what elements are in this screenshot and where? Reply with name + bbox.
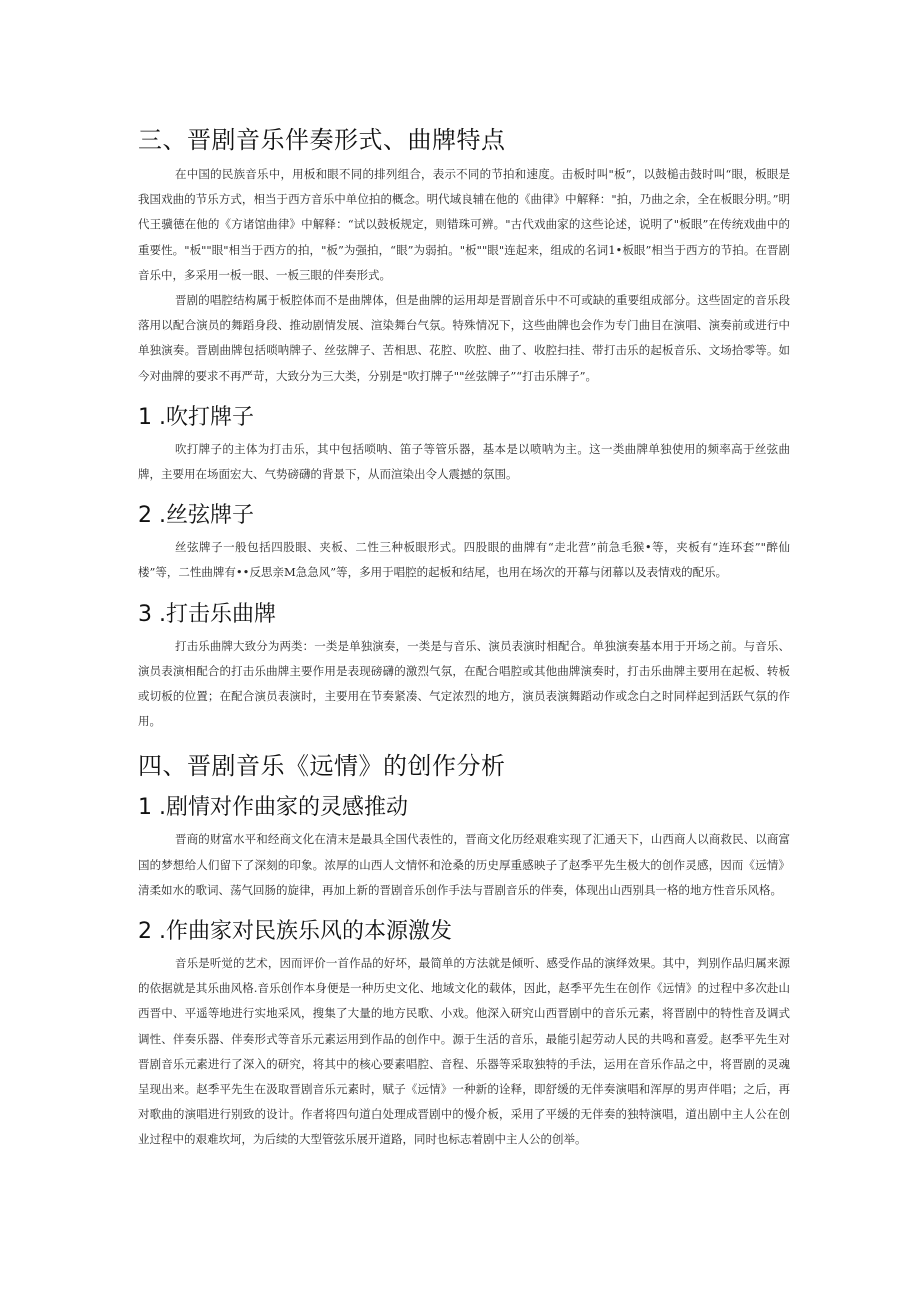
- subsection-4-2-heading: 2 .作曲家对民族乐风的本源激发: [138, 919, 452, 945]
- subsection-3-1-paragraph: 吹打牌子的主体为打击乐，其中包括唢呐、笛子等管乐器，基本是以喷呐为主。这一类曲牌单独使用的频率高于丝弦曲牌，主要用在场面宏大、气势磅礴的背景下，从而渲染出令人震撼的氛围。: [138, 441, 790, 482]
- section-3-paragraph-1: 在中国的民族音乐中，用板和眼不同的排列组合，表示不同的节拍和速度。击板时叫"板”，以鼓槌击鼓时叫“眼，板眼是我国戏曲的节乐方式，相当于西方音乐中单位拍的概念。明代域良辅在他的《曲律》中解释："拍，乃曲之余，全在板眼分明。”明代王骥德在他的《方诸馆曲律》中解释：“试以鼓板规定，则错珠可辨。"古代戏曲家的这些论述，说明了"板眼”在传统戏曲中的重要性。"板""眼"相当于西方的拍，"板”为强拍，“眼”为弱拍。"板""眼"连起来，组成的名词1•板眼”相当于西方的节拍。在晋剧音乐中，多采用一板一眼、一板三眼的伴奏形式。: [138, 167, 790, 282]
- subsection-3-3-heading: 3 .打击乐曲牌: [138, 601, 276, 627]
- page-content: [138, 122, 790, 1153]
- subsection-3-2-paragraph: 丝弦牌子一般包括四股眼、夹板、二性三种板眼形式。四股眼的曲牌有“走北营”前急毛猴•等，夹板有“连环套”"醉仙楼”等，二性曲牌有••反思亲M急急风”等，多用于唱腔的起板和结尾，也用在场次的开幕与闭幕以及表情戏的配乐。: [138, 540, 790, 580]
- section-3-paragraph-2: 晋剧的唱腔结构属于板腔体而不是曲牌体，但是曲牌的运用却是晋剧音乐中不可或缺的重要组成部分。这些固定的音乐段落用以配合演员的舞蹈身段、推动剧情发展、渲染舞台气氛。特殊情况下，这些曲牌也会作为专门曲目在演唱、演奏前或进行中单独演奏。晋剧曲牌包括唢呐牌子、丝弦牌子、苦相思、花腔、吹腔、曲了、收腔扫挂、带打击乐的起板音乐、文场拾零等。如今对曲牌的要求不再严苛，大致分为三大类，分别是"吹打牌子""丝弦牌子”“打击乐牌子”。: [138, 293, 790, 383]
- subsection-4-2-paragraph: 音乐是听觉的艺术，因而评价一首作品的好坏，最简单的方法就是倾听、感受作品的演绎效果。其中，判别作品归属来源的依据就是其乐曲风格.音乐创作本身便是一种历史文化、地域文化的载体，因此，赵季平先生在创作《远情》的过程中多次赴山西晋中、平遥等地进行实地采风，搜集了大量的地方民歌、小戏。他深入研究山西晋剧中的音乐元素，将晋剧中的特性音及调式调性、伴奏乐器、伴奏形式等音乐元素运用到作品的创作中。源于生活的音乐，最能引起劳动人民的共鸣和喜爱。赵季平先生对晋剧音乐元素进行了深入的研究，将其中的核心要素唱腔、音程、乐器等采取独特的手法，运用在音乐作品之中，将晋剧的灵魂呈现出来。赵季平先生在汲取晋剧音乐元素时，赋子《远情》一种新的诠释，即舒缓的无伴奏演唱和浑厚的男声伴唱；之后，再对歌曲的演唱进行别致的设计。作者将四句道白处理成晋剧中的慢介板，采用了平缓的无伴奏的独特演唱，道出剧中主人公在创业过程中的艰难坎坷，为后续的大型管弦乐展开道路，同时也标志着剧中主人公的创举。: [138, 956, 790, 1147]
- subsection-4-1-paragraph: 晋商的财富水平和经商文化在清末是最具全国代表性的，晋商文化历经艰难实现了汇通天下，山西商人以商救民、以商富国的梦想给人们留下了深刻的印象。浓厚的山西人文情怀和沧桑的历史厚重感映子了赵季平先生极大的创作灵感，因而《远情》清柔如水的歌词、荡气回肠的旋律，再加上新的晋剧音乐创作手法与晋剧音乐的伴奏，体现出山西别具一格的地方性音乐风格。: [138, 832, 790, 897]
- subsection-3-2-heading: 2 .丝弦牌子: [138, 503, 254, 529]
- subsection-3-3-paragraph: 打击乐曲牌大致分为两类：一类是单独演奏，一类是与音乐、演员表演时相配合。单独演奏基本用于开场之前。与音乐、演员表演相配合的打击乐曲牌主要作用是表现磅礴的激烈气氛，在配合唱腔或其他曲牌演奏时，打击乐曲牌主要用在起板、转板或切板的位置；在配合演员表演时，主要用在节奏紧凑、气定浓烈的地方，演员表演舞蹈动作或念白之时同样起到活跃气氛的作用。: [138, 638, 790, 729]
- section-4-heading: 四、晋剧音乐《远情》的创作分析: [138, 752, 506, 781]
- subsection-3-1-heading: 1 .吹打牌子: [138, 404, 254, 430]
- section-3-heading: 三、晋剧音乐伴奏形式、曲牌特点: [138, 126, 506, 154]
- subsection-4-1-heading: 1 .剧情对作曲家的灵感推动: [138, 795, 408, 821]
